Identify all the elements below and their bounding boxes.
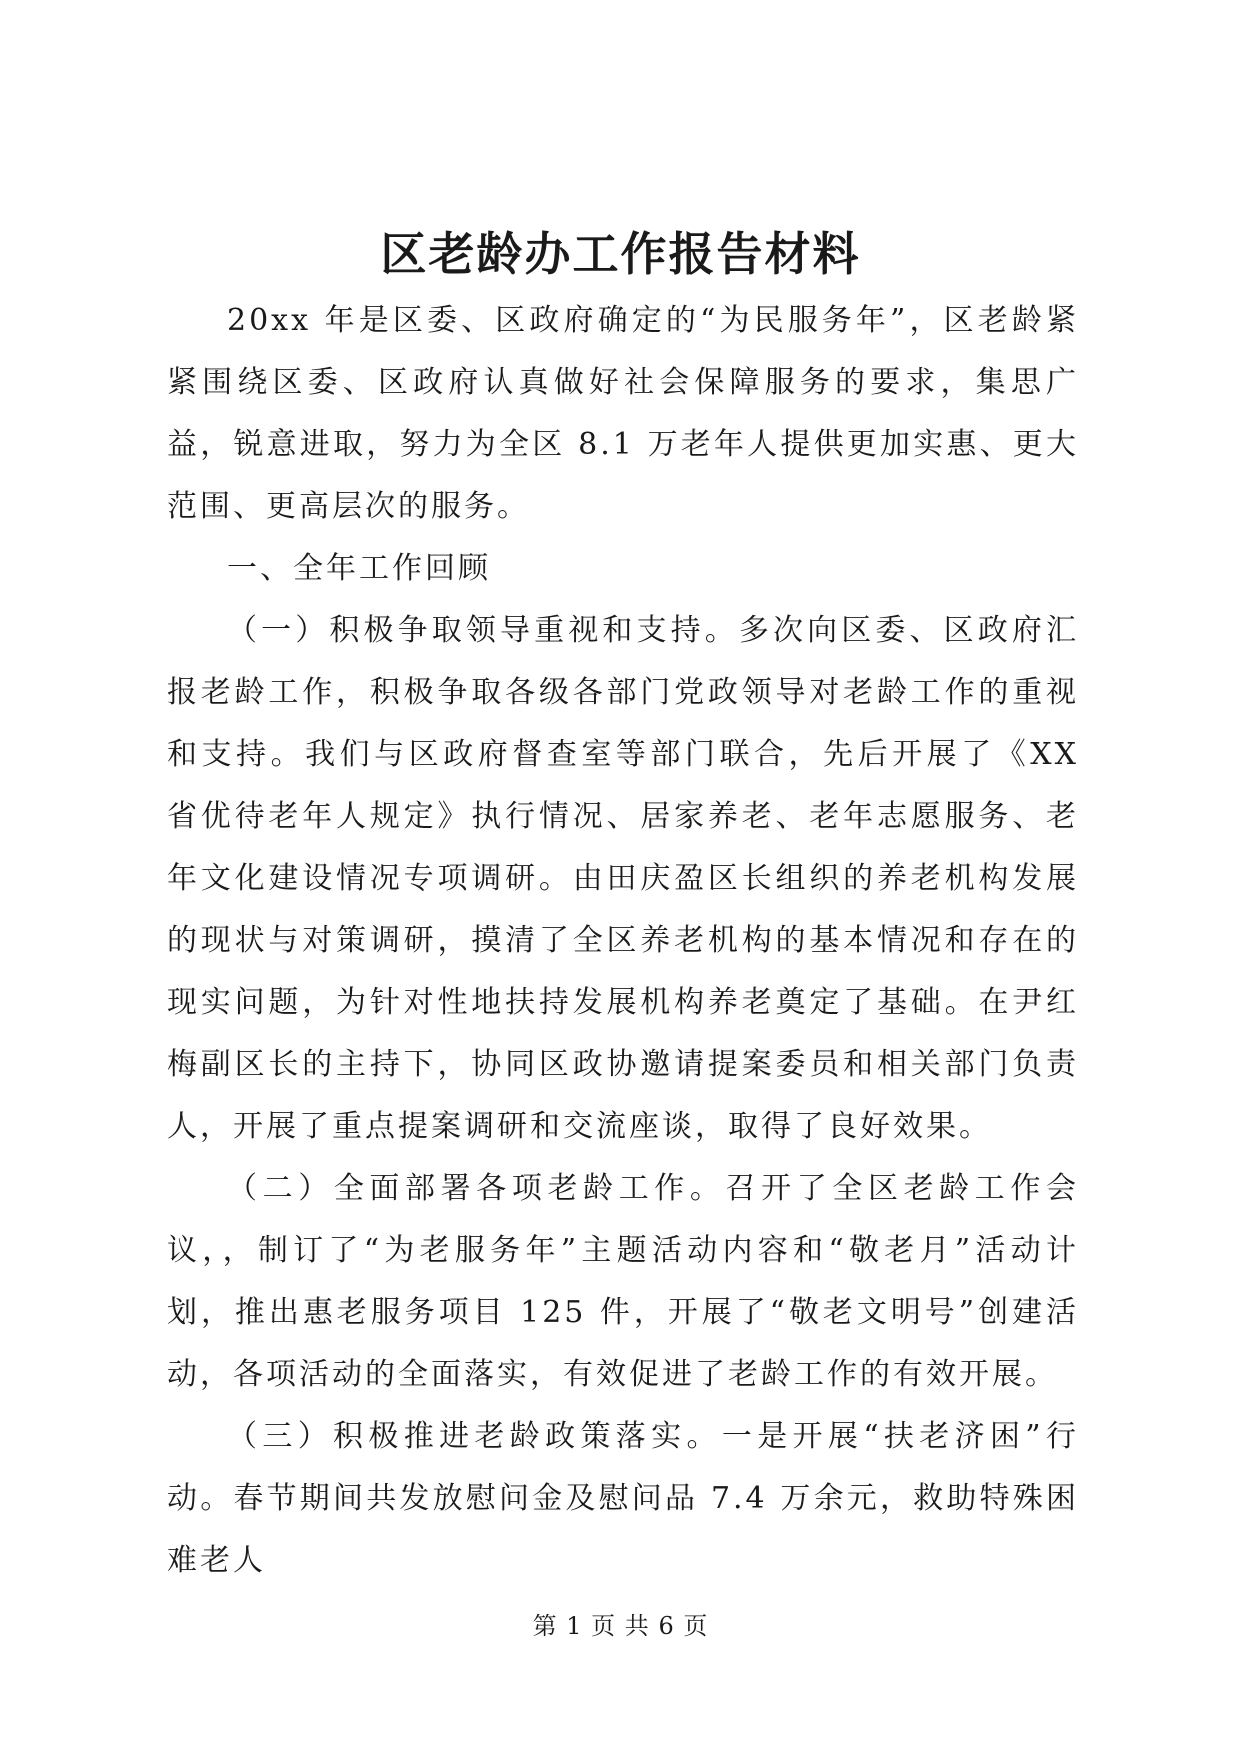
page-footer: 第 1 页 共 6 页 [532, 1612, 709, 1640]
paragraph-1: （一）积极争取领导重视和支持。多次向区委、区政府汇报老龄工作，积极争取各级各部门党政领导对老龄工作的重视和支持。我们与区政府督查室等部门联合，先后开展了《XX 省优待老年人规定》执行情况、居家养老、老年志愿服务、老年文化建设情况专项调研。由田庆盈区长组织的养老机构发展的现状与对策调研，摸清了全区养老机构的基本情况和存在的现实问题，为针对性地扶持发展机构养老奠定了基础。在尹红梅副区长的主持下，协同区政协邀请提案委员和相关部门负责人，开展了重点提案调研和交流座谈，取得了良好效果。 [167, 613, 1079, 1144]
paragraph-2: （二）全面部署各项老龄工作。召开了全区老龄工作会议，，制订了“为老服务年”主题活动内容和“敬老月”活动计划，推出惠老服务项目 125 件，开展了“敬老文明号”创建活动，各项活动的全面落实，有效促进了老龄工作的有效开展。 [167, 1171, 1079, 1392]
paragraph-3: （三）积极推进老龄政策落实。一是开展“扶老济困”行动。春节期间共发放慰问金及慰问品 7.4 万余元，救助特殊困难老人 [167, 1419, 1079, 1578]
document-body [167, 290, 1079, 1592]
section-heading: 一、全年工作回顾 [227, 551, 491, 586]
page-title: 区老龄办工作报告材料 [380, 227, 861, 281]
intro-paragraph: 20xx 年是区委、区政府确定的“为民服务年”，区老龄紧紧围绕区委、区政府认真做好社会保障服务的要求，集思广益，锐意进取，努力为全区 8.1 万老年人提供更加实惠、更大范围、更高层次的服务。 [167, 303, 1079, 524]
